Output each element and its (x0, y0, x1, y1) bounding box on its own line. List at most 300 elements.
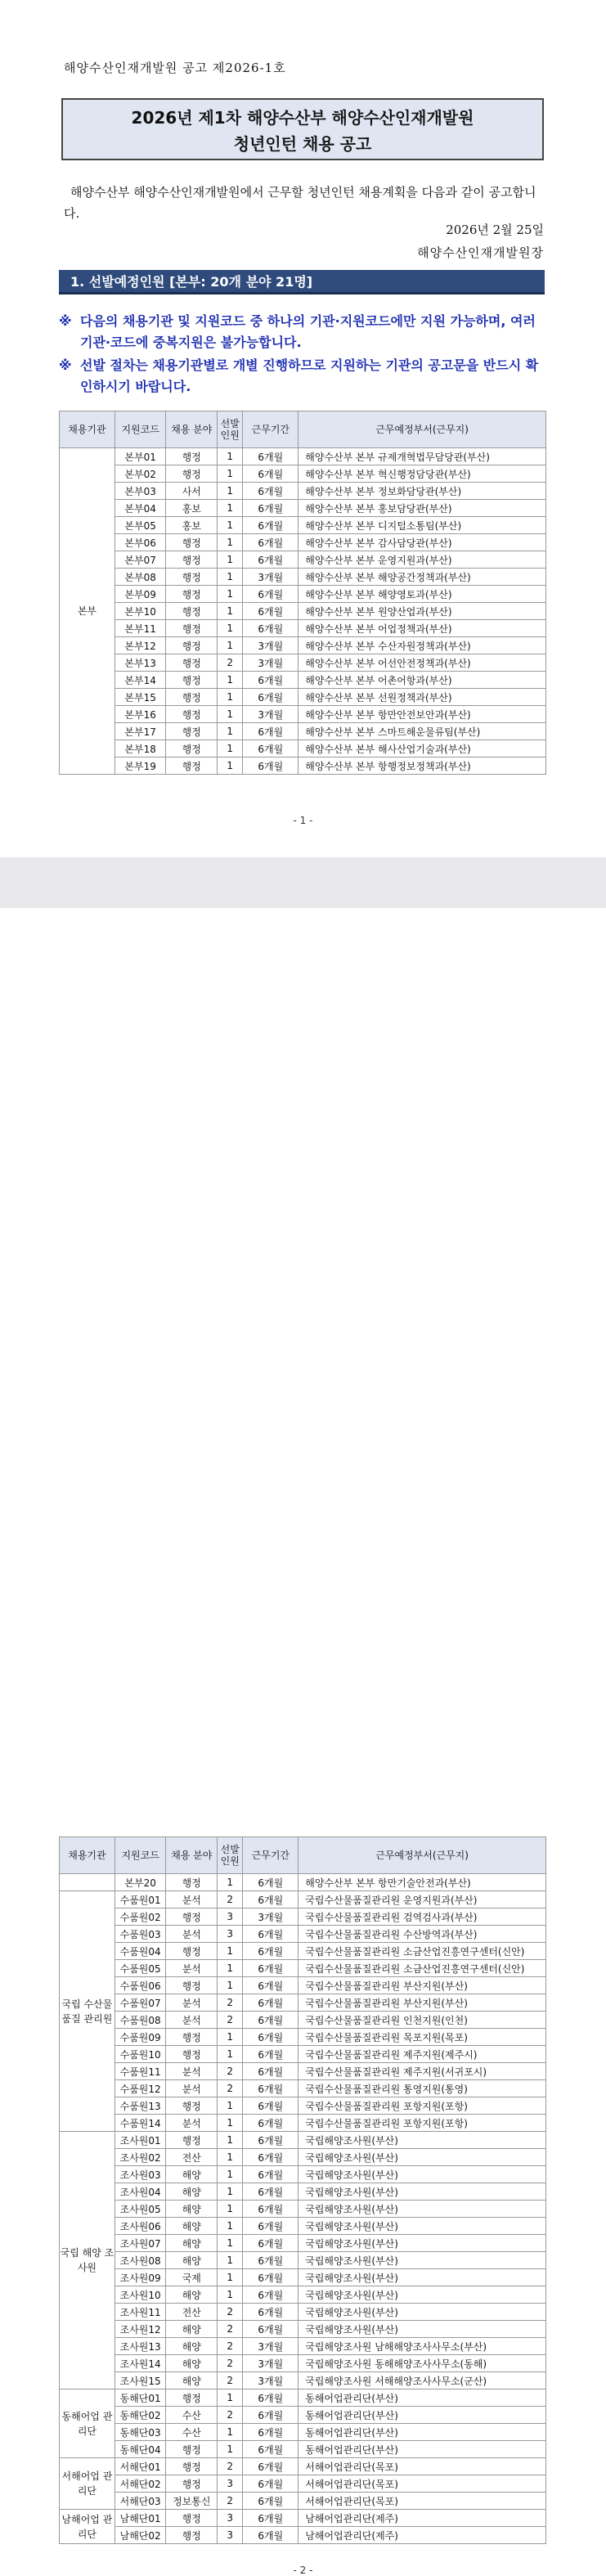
dept-cell: 국립수산물품질관리원 검역검사과(부산) (299, 1908, 546, 1926)
count-cell: 3 (218, 2510, 243, 2527)
dept-cell: 국립수산물품질관리원 운영지원과(부산) (299, 1891, 546, 1908)
table-row (60, 603, 546, 620)
dept-cell: 해양수산부 본부 선원정책과(부산) (299, 689, 546, 706)
table-row (60, 758, 546, 775)
period-cell: 6개월 (243, 758, 299, 775)
count-cell: 1 (218, 500, 243, 517)
table-row (60, 1874, 546, 1891)
field-cell: 국제 (166, 2269, 218, 2286)
period-cell: 6개월 (243, 2063, 299, 2080)
table-row (60, 2407, 546, 2424)
period-cell: 6개월 (243, 2097, 299, 2115)
header-period: 근무기간 (243, 411, 299, 448)
field-cell: 해양 (166, 2183, 218, 2201)
intro-paragraph: 해양수산부 해양수산인재개발원에서 근무할 청년인턴 채용계획을 다음과 같이 공고합니다. (64, 185, 536, 221)
table-row (60, 2218, 546, 2235)
table-row (60, 2372, 546, 2389)
table-row (60, 2046, 546, 2063)
table-row (60, 2235, 546, 2252)
count-cell: 2 (218, 2458, 243, 2475)
period-cell: 6개월 (243, 2252, 299, 2269)
period-cell: 6개월 (243, 1926, 299, 1943)
dept-cell: 국립수산물품질관리원 포항지원(포항) (299, 2115, 546, 2132)
field-cell: 행정 (166, 1908, 218, 1926)
page-1 (0, 0, 606, 857)
period-cell: 3개월 (243, 706, 299, 723)
field-cell: 해양 (166, 2321, 218, 2338)
count-cell: 1 (218, 2252, 243, 2269)
code-cell: 조사원13 (114, 2338, 166, 2355)
period-cell: 6개월 (243, 2493, 299, 2510)
dept-cell: 서해어업관리단(목포) (299, 2458, 546, 2475)
code-cell: 본부09 (114, 586, 166, 603)
dept-cell: 해양수산부 본부 어업정책과(부산) (299, 620, 546, 637)
code-cell: 수품원08 (114, 2012, 166, 2029)
field-cell: 분석 (166, 2063, 218, 2080)
period-cell: 6개월 (243, 672, 299, 689)
period-cell: 6개월 (243, 2046, 299, 2063)
field-cell: 행정 (166, 586, 218, 603)
field-cell: 행정 (166, 637, 218, 654)
count-cell: 1 (218, 2097, 243, 2115)
table-row (60, 2441, 546, 2458)
field-cell: 해양 (166, 2338, 218, 2355)
field-cell: 전산 (166, 2149, 218, 2166)
code-cell: 수품원11 (114, 2063, 166, 2080)
count-cell: 1 (218, 2389, 243, 2407)
table-row (60, 1943, 546, 1960)
dept-cell: 국립해양조사원(부산) (299, 2286, 546, 2304)
field-cell: 행정 (166, 2046, 218, 2063)
field-cell: 행정 (166, 2527, 218, 2544)
org-cell: 동해어업 관리단 (60, 2389, 115, 2458)
code-cell: 동해단04 (114, 2441, 166, 2458)
period-cell: 6개월 (243, 1943, 299, 1960)
count-cell: 1 (218, 534, 243, 551)
count-cell: 1 (218, 758, 243, 775)
count-cell: 3 (218, 2475, 243, 2493)
code-cell: 조사원15 (114, 2372, 166, 2389)
org-cell: 남해어업 관리단 (60, 2510, 115, 2544)
field-cell: 해양 (166, 2235, 218, 2252)
table-row (60, 2029, 546, 2046)
period-cell: 6개월 (243, 2183, 299, 2201)
dept-cell: 남해어업관리단(제주) (299, 2527, 546, 2544)
header-field: 채용 분야 (166, 411, 218, 448)
count-cell: 1 (218, 2115, 243, 2132)
period-cell: 6개월 (243, 2304, 299, 2321)
field-cell: 해양 (166, 2252, 218, 2269)
period-cell: 6개월 (243, 2115, 299, 2132)
period-cell: 6개월 (243, 2029, 299, 2046)
dept-cell: 국립해양조사원(부산) (299, 2183, 546, 2201)
period-cell: 6개월 (243, 2389, 299, 2407)
period-cell: 6개월 (243, 1874, 299, 1891)
count-cell: 2 (218, 654, 243, 672)
table-row (60, 2097, 546, 2115)
field-cell: 행정 (166, 620, 218, 637)
code-cell: 조사원03 (114, 2166, 166, 2183)
dept-cell: 해양수산부 본부 항만안전보안과(부산) (299, 706, 546, 723)
count-cell: 2 (218, 2372, 243, 2389)
dept-cell: 국립해양조사원 남해해양조사사무소(부산) (299, 2338, 546, 2355)
code-cell: 조사원07 (114, 2235, 166, 2252)
dept-cell: 국립해양조사원(부산) (299, 2132, 546, 2149)
count-cell: 1 (218, 2183, 243, 2201)
count-cell: 1 (218, 2149, 243, 2166)
dept-cell: 동해어업관리단(부산) (299, 2424, 546, 2441)
code-cell: 조사원02 (114, 2149, 166, 2166)
count-cell: 1 (218, 1960, 243, 1977)
table-row (60, 465, 546, 483)
period-cell: 6개월 (243, 2407, 299, 2424)
count-cell: 1 (218, 2286, 243, 2304)
title-line-1: 2026년 제1차 해양수산부 해양수산인재개발원 (131, 108, 474, 128)
period-cell: 3개월 (243, 569, 299, 586)
code-cell: 서해단01 (114, 2458, 166, 2475)
table-row (60, 2063, 546, 2080)
field-cell: 행정 (166, 551, 218, 569)
field-cell: 행정 (166, 534, 218, 551)
org-cell: 국립 수산물 품질 관리원 (60, 1891, 115, 2132)
code-cell: 남해단01 (114, 2510, 166, 2527)
count-cell: 2 (218, 2012, 243, 2029)
dept-cell: 남해어업관리단(제주) (299, 2510, 546, 2527)
dept-cell: 해양수산부 본부 항만기술안전과(부산) (299, 1874, 546, 1891)
field-cell: 수산 (166, 2424, 218, 2441)
field-cell: 행정 (166, 672, 218, 689)
count-cell: 1 (218, 2235, 243, 2252)
code-cell: 본부15 (114, 689, 166, 706)
dept-cell: 국립해양조사원(부산) (299, 2321, 546, 2338)
count-cell: 1 (218, 637, 243, 654)
code-cell: 수품원12 (114, 2080, 166, 2097)
table-row (60, 2252, 546, 2269)
period-cell: 6개월 (243, 2132, 299, 2149)
table-row (60, 483, 546, 500)
dept-cell: 해양수산부 본부 해사산업기술과(부산) (299, 740, 546, 758)
dept-cell: 국립수산물품질관리원 인천지원(인천) (299, 2012, 546, 2029)
code-cell: 수품원06 (114, 1977, 166, 1994)
note-mark: ※ (59, 313, 72, 329)
dept-cell: 해양수산부 본부 수산자원정책과(부산) (299, 637, 546, 654)
field-cell: 행정 (166, 569, 218, 586)
count-cell: 2 (218, 2321, 243, 2338)
field-cell: 행정 (166, 758, 218, 775)
field-cell: 행정 (166, 689, 218, 706)
field-cell: 행정 (166, 654, 218, 672)
table-row (60, 2527, 546, 2544)
period-cell: 6개월 (243, 1994, 299, 2012)
field-cell: 행정 (166, 2475, 218, 2493)
code-cell: 수품원04 (114, 1943, 166, 1960)
field-cell: 행정 (166, 706, 218, 723)
table-row (60, 2458, 546, 2475)
dept-cell: 해양수산부 본부 정보화담당관(부산) (299, 483, 546, 500)
dept-cell: 해양수산부 본부 스마트해운물류팀(부산) (299, 723, 546, 740)
dept-cell: 해양수산부 본부 운영지원과(부산) (299, 551, 546, 569)
code-cell: 수품원03 (114, 1926, 166, 1943)
code-cell: 서해단03 (114, 2493, 166, 2510)
table-row (60, 2201, 546, 2218)
period-cell: 3개월 (243, 1908, 299, 1926)
header-dept: 근무예정부서(근무지) (299, 411, 546, 448)
table-row (60, 706, 546, 723)
code-cell: 수품원07 (114, 1994, 166, 2012)
table-row (60, 2338, 546, 2355)
count-cell: 2 (218, 1891, 243, 1908)
signatory: 해양수산인재개발원장 (417, 245, 544, 260)
page-gap (0, 857, 606, 908)
field-cell: 해양 (166, 2166, 218, 2183)
period-cell: 6개월 (243, 2321, 299, 2338)
recruitment-table-page-2 (59, 1836, 546, 2544)
table-row (60, 2510, 546, 2527)
page-number: - 2 - (293, 2565, 313, 2576)
field-cell: 행정 (166, 2510, 218, 2527)
count-cell: 3 (218, 1908, 243, 1926)
dept-cell: 국립해양조사원(부산) (299, 2252, 546, 2269)
code-cell: 조사원12 (114, 2321, 166, 2338)
dept-cell: 해양수산부 본부 혁신행정담당관(부산) (299, 465, 546, 483)
period-cell: 6개월 (243, 1891, 299, 1908)
period-cell: 6개월 (243, 723, 299, 740)
count-cell: 1 (218, 706, 243, 723)
code-cell: 조사원09 (114, 2269, 166, 2286)
field-cell: 행정 (166, 2097, 218, 2115)
code-cell: 수품원14 (114, 2115, 166, 2132)
code-cell: 본부08 (114, 569, 166, 586)
dept-cell: 해양수산부 본부 해양영토과(부산) (299, 586, 546, 603)
dept-cell: 서해어업관리단(목포) (299, 2493, 546, 2510)
note-mark: ※ (59, 357, 72, 373)
code-cell: 본부20 (114, 1874, 166, 1891)
count-cell: 1 (218, 517, 243, 534)
header-count: 선발인원 (218, 411, 243, 448)
table-row (60, 448, 546, 465)
code-cell: 본부07 (114, 551, 166, 569)
code-cell: 남해단02 (114, 2527, 166, 2544)
header-count: 선발인원 (218, 1837, 243, 1874)
count-cell: 1 (218, 1943, 243, 1960)
table-row (60, 2080, 546, 2097)
count-cell: 2 (218, 2080, 243, 2097)
header-dept: 근무예정부서(근무지) (299, 1837, 546, 1874)
period-cell: 6개월 (243, 2218, 299, 2235)
count-cell: 3 (218, 2527, 243, 2544)
count-cell: 1 (218, 2166, 243, 2183)
field-cell: 홍보 (166, 517, 218, 534)
period-cell: 6개월 (243, 2149, 299, 2166)
table-row (60, 534, 546, 551)
dept-cell: 국립수산물품질관리원 목포지원(목포) (299, 2029, 546, 2046)
code-cell: 본부10 (114, 603, 166, 620)
dept-cell: 국립해양조사원(부산) (299, 2269, 546, 2286)
dept-cell: 국립수산물품질관리원 제주지원(제주시) (299, 2046, 546, 2063)
code-cell: 조사원11 (114, 2304, 166, 2321)
table-row (60, 740, 546, 758)
count-cell: 2 (218, 2355, 243, 2372)
field-cell: 행정 (166, 1874, 218, 1891)
code-cell: 본부17 (114, 723, 166, 740)
code-cell: 본부11 (114, 620, 166, 637)
count-cell: 1 (218, 551, 243, 569)
page-2 (0, 908, 606, 2576)
period-cell: 6개월 (243, 1977, 299, 1994)
table-row (60, 723, 546, 740)
dept-cell: 해양수산부 본부 항행정보정책과(부산) (299, 758, 546, 775)
code-cell: 조사원10 (114, 2286, 166, 2304)
period-cell: 6개월 (243, 2201, 299, 2218)
field-cell: 사서 (166, 483, 218, 500)
table-row (60, 1908, 546, 1926)
table-row (60, 2115, 546, 2132)
header-field: 채용 분야 (166, 1837, 218, 1874)
table-row (60, 517, 546, 534)
dept-cell: 국립수산물품질관리원 소금산업진흥연구센터(신안) (299, 1943, 546, 1960)
field-cell: 행정 (166, 603, 218, 620)
code-cell: 본부01 (114, 448, 166, 465)
count-cell: 1 (218, 2269, 243, 2286)
period-cell: 6개월 (243, 586, 299, 603)
dept-cell: 해양수산부 본부 원양산업과(부산) (299, 603, 546, 620)
field-cell: 분석 (166, 2012, 218, 2029)
count-cell: 1 (218, 586, 243, 603)
period-cell: 6개월 (243, 2166, 299, 2183)
count-cell: 1 (218, 603, 243, 620)
field-cell: 전산 (166, 2304, 218, 2321)
org-cell: 서해어업 관리단 (60, 2458, 115, 2510)
code-cell: 본부19 (114, 758, 166, 775)
code-cell: 서해단02 (114, 2475, 166, 2493)
table-row (60, 2475, 546, 2493)
code-cell: 조사원08 (114, 2252, 166, 2269)
code-cell: 동해단03 (114, 2424, 166, 2441)
count-cell: 1 (218, 2441, 243, 2458)
dept-cell: 해양수산부 본부 규제개혁법무담당관(부산) (299, 448, 546, 465)
count-cell: 2 (218, 2063, 243, 2080)
dept-cell: 해양수산부 본부 어촌어항과(부산) (299, 672, 546, 689)
dept-cell: 국립수산물품질관리원 소금산업진흥연구센터(신안) (299, 1960, 546, 1977)
table-row (60, 620, 546, 637)
table-row (60, 654, 546, 672)
count-cell: 1 (218, 1977, 243, 1994)
count-cell: 3 (218, 1926, 243, 1943)
period-cell: 6개월 (243, 2510, 299, 2527)
dept-cell: 국립수산물품질관리원 통영지원(통영) (299, 2080, 546, 2097)
dept-cell: 서해어업관리단(목포) (299, 2475, 546, 2493)
dept-cell: 국립수산물품질관리원 포항지원(포항) (299, 2097, 546, 2115)
count-cell: 1 (218, 2132, 243, 2149)
dept-cell: 국립수산물품질관리원 부산지원(부산) (299, 1994, 546, 2012)
table-row (60, 1891, 546, 1908)
count-cell: 1 (218, 740, 243, 758)
period-cell: 6개월 (243, 2475, 299, 2493)
field-cell: 해양 (166, 2355, 218, 2372)
code-cell: 조사원01 (114, 2132, 166, 2149)
field-cell: 행정 (166, 465, 218, 483)
count-cell: 1 (218, 2424, 243, 2441)
code-cell: 조사원04 (114, 2183, 166, 2201)
count-cell: 1 (218, 465, 243, 483)
count-cell: 1 (218, 723, 243, 740)
dept-cell: 해양수산부 본부 감사담당관(부산) (299, 534, 546, 551)
period-cell: 3개월 (243, 2355, 299, 2372)
field-cell: 행정 (166, 1977, 218, 1994)
field-cell: 행정 (166, 2441, 218, 2458)
period-cell: 6개월 (243, 2235, 299, 2252)
table-row (60, 637, 546, 654)
dept-cell: 국립해양조사원(부산) (299, 2304, 546, 2321)
code-cell: 수품원05 (114, 1960, 166, 1977)
period-cell: 6개월 (243, 483, 299, 500)
dept-cell: 동해어업관리단(부산) (299, 2389, 546, 2407)
period-cell: 6개월 (243, 2286, 299, 2304)
field-cell: 해양 (166, 2201, 218, 2218)
code-cell: 본부13 (114, 654, 166, 672)
header-code: 지원코드 (114, 1837, 166, 1874)
dept-cell: 해양수산부 본부 해양공간정책과(부산) (299, 569, 546, 586)
code-cell: 수품원10 (114, 2046, 166, 2063)
title-line-2: 청년인턴 채용 공고 (233, 134, 372, 154)
note-2 (59, 355, 550, 398)
table-row (60, 2424, 546, 2441)
count-cell: 1 (218, 448, 243, 465)
table-row (60, 672, 546, 689)
period-cell: 6개월 (243, 2441, 299, 2458)
notice-title-box (61, 98, 544, 160)
count-cell: 1 (218, 2046, 243, 2063)
field-cell: 행정 (166, 723, 218, 740)
count-cell: 2 (218, 2407, 243, 2424)
count-cell: 2 (218, 2304, 243, 2321)
field-cell: 수산 (166, 2407, 218, 2424)
table-row (60, 1977, 546, 1994)
code-cell: 본부03 (114, 483, 166, 500)
count-cell: 1 (218, 2029, 243, 2046)
field-cell: 행정 (166, 2458, 218, 2475)
table-row (60, 1994, 546, 2012)
code-cell: 조사원05 (114, 2201, 166, 2218)
field-cell: 정보통신 (166, 2493, 218, 2510)
note-text: 선발 절차는 채용기관별로 개별 진행하므로 지원하는 기관의 공고문을 반드시 확인하시기 바랍니다. (80, 357, 539, 394)
table-row (60, 2304, 546, 2321)
dept-cell: 해양수산부 본부 홍보담당관(부산) (299, 500, 546, 517)
period-cell: 3개월 (243, 654, 299, 672)
table-row (60, 689, 546, 706)
count-cell: 2 (218, 2338, 243, 2355)
dept-cell: 국립수산물품질관리원 제주지원(서귀포시) (299, 2063, 546, 2080)
period-cell: 6개월 (243, 740, 299, 758)
table-header-row (60, 1837, 546, 1874)
field-cell: 분석 (166, 1960, 218, 1977)
dept-cell: 동해어업관리단(부산) (299, 2441, 546, 2458)
notice-number: 해양수산인재개발원 공고 제2026-1호 (64, 61, 286, 75)
dept-cell: 국립수산물품질관리원 수산방역과(부산) (299, 1926, 546, 1943)
dept-cell: 국립해양조사원 서해해양조사사무소(군산) (299, 2372, 546, 2389)
dept-cell: 국립해양조사원(부산) (299, 2218, 546, 2235)
code-cell: 동해단01 (114, 2389, 166, 2407)
count-cell: 2 (218, 1994, 243, 2012)
count-cell: 1 (218, 569, 243, 586)
table-row (60, 2286, 546, 2304)
field-cell: 분석 (166, 1926, 218, 1943)
code-cell: 수품원13 (114, 2097, 166, 2115)
period-cell: 6개월 (243, 465, 299, 483)
table-row (60, 569, 546, 586)
code-cell: 본부18 (114, 740, 166, 758)
period-cell: 3개월 (243, 2372, 299, 2389)
